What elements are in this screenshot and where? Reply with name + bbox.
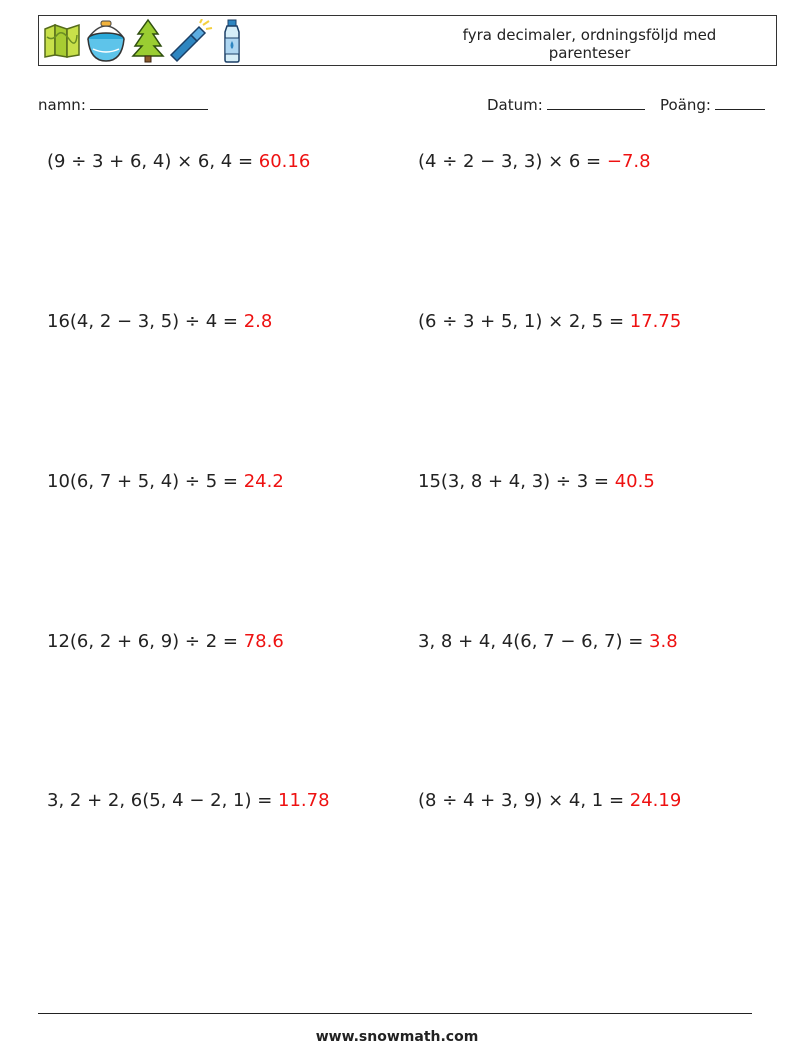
problem-answer: −7.8 bbox=[606, 151, 651, 172]
worksheet-title: fyra decimaler, ordningsföljd med parenteser bbox=[462, 26, 717, 62]
score-field bbox=[660, 93, 765, 114]
bucket-icon bbox=[85, 19, 127, 63]
icon-strip bbox=[43, 18, 247, 64]
problem-expression: (9 ÷ 3 + 6, 4) × 6, 4 = bbox=[47, 151, 254, 172]
problem-answer: 11.78 bbox=[278, 790, 330, 811]
footer-url[interactable]: www.snowmath.com bbox=[315, 1029, 479, 1045]
date-field bbox=[487, 93, 645, 114]
problem-8 bbox=[418, 631, 678, 652]
problem-answer: 40.5 bbox=[614, 471, 655, 492]
problem-3 bbox=[47, 311, 272, 332]
problem-answer: 3.8 bbox=[649, 631, 678, 652]
problem-7 bbox=[47, 631, 284, 652]
header-box bbox=[38, 15, 777, 66]
problem-expression: (8 ÷ 4 + 3, 9) × 4, 1 = bbox=[418, 790, 625, 811]
problem-answer: 17.75 bbox=[629, 311, 682, 332]
problem-10 bbox=[418, 790, 681, 811]
problem-expression: 3, 2 + 2, 6(5, 4 − 2, 1) = bbox=[47, 790, 273, 811]
problem-6 bbox=[418, 471, 655, 492]
problem-expression: 16(4, 2 − 3, 5) ÷ 4 = bbox=[47, 311, 238, 332]
score-line[interactable] bbox=[715, 93, 765, 110]
problem-expression: 12(6, 2 + 6, 9) ÷ 2 = bbox=[47, 631, 238, 652]
problem-expression: 3, 8 + 4, 4(6, 7 − 6, 7) = bbox=[418, 631, 644, 652]
problem-answer: 78.6 bbox=[243, 631, 284, 652]
problem-2 bbox=[418, 151, 651, 172]
tree-icon bbox=[131, 18, 165, 64]
problem-5 bbox=[47, 471, 284, 492]
problem-answer: 24.2 bbox=[243, 471, 284, 492]
problem-expression: 15(3, 8 + 4, 3) ÷ 3 = bbox=[418, 471, 609, 492]
name-line[interactable] bbox=[90, 93, 208, 110]
score-label: Poäng: bbox=[660, 96, 711, 114]
water-bottle-icon bbox=[217, 18, 247, 64]
footer-divider bbox=[38, 1013, 752, 1014]
date-label: Datum: bbox=[487, 96, 543, 114]
date-line[interactable] bbox=[547, 93, 645, 110]
problem-4 bbox=[418, 311, 681, 332]
name-label: namn: bbox=[38, 96, 86, 114]
problem-answer: 24.19 bbox=[629, 790, 682, 811]
name-field bbox=[38, 93, 208, 114]
problem-expression: (4 ÷ 2 − 3, 3) × 6 = bbox=[418, 151, 602, 172]
problem-expression: (6 ÷ 3 + 5, 1) × 2, 5 = bbox=[418, 311, 625, 332]
problem-answer: 60.16 bbox=[258, 151, 311, 172]
flashlight-icon bbox=[169, 19, 213, 63]
problem-answer: 2.8 bbox=[243, 311, 273, 332]
problem-expression: 10(6, 7 + 5, 4) ÷ 5 = bbox=[47, 471, 238, 492]
map-icon bbox=[43, 23, 81, 59]
problem-1 bbox=[47, 151, 310, 172]
problem-9 bbox=[47, 790, 330, 811]
